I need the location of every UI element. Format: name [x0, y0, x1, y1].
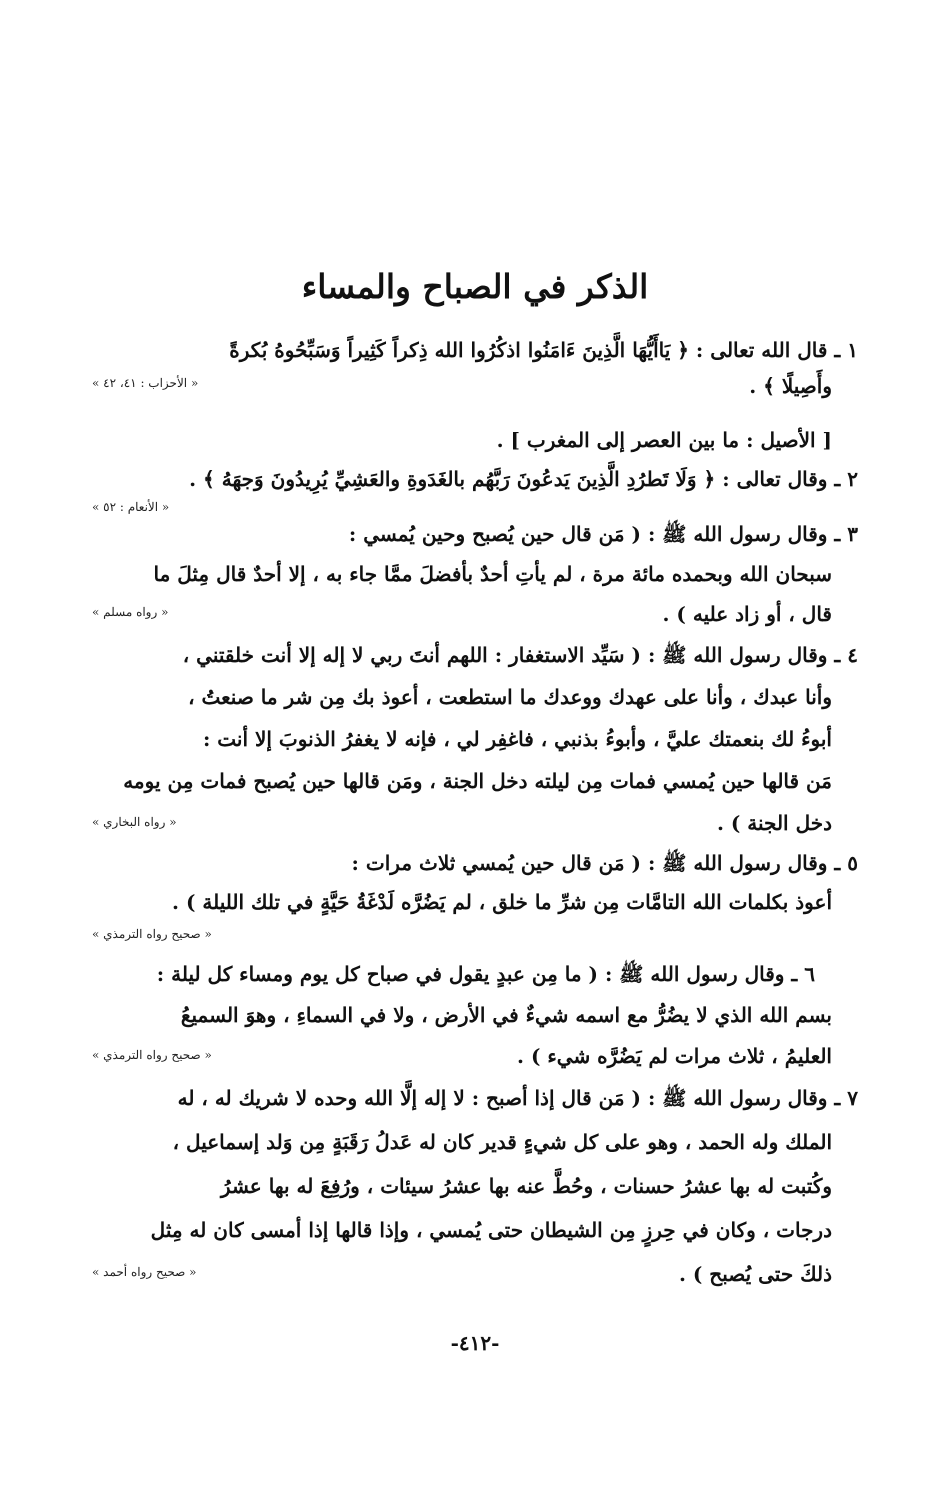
page-title: الذكر في الصباح والمساء — [301, 267, 649, 306]
text-line: وكُتبت له بها عشرُ حسنات ، وحُطَّ عنه بها عشرُ سيئات ، ورُفِعَ له بها عشرُ — [220, 1174, 832, 1198]
text-line: سبحان الله وبحمده مائة مرة ، لم يأتِ أحدٌ بأفضلَ ممَّا جاء به ، إلا أحدٌ قال مِثلَ ما — [153, 562, 832, 586]
text-line: ٤ ـ وقال رسول الله ﷺ : ( سَيِّد الاستغفار : اللهم أنتَ ربي لا إله إلا أنت خلقتني ، — [182, 643, 858, 667]
text-line: مَن قالها حين يُمسي فمات مِن ليلته دخل الجنة ، ومَن قالها حين يُصبح فمات مِن يومه — [123, 769, 832, 793]
text-line: درجات ، وكان في حِرزٍ مِن الشيطان حتى يُمسي ، وإذا قالها إذا أمسى كان له مِثل — [150, 1218, 832, 1242]
text-line: ٥ ـ وقال رسول الله ﷺ : ( مَن قال حين يُمسي ثلاث مرات : — [351, 851, 858, 875]
source-reference: « صحيح رواه الترمذي » — [92, 927, 212, 941]
source-reference: « صحيح رواه الترمذي » — [92, 1048, 212, 1062]
text-line: الملك وله الحمد ، وهو على كل شيءٍ قدير كان له عَدلُ رَقَبَةٍ مِن وَلد إسماعيل ، — [172, 1130, 832, 1154]
text-line: العليمُ ، ثلاث مرات لم يَضُرَّه شيء ) . — [517, 1044, 832, 1068]
source-reference: « صحيح رواه أحمد » — [92, 1265, 197, 1279]
source-reference: « الأحزاب : ٤١، ٤٢ » — [92, 376, 199, 390]
text-line: أبوءُ لك بنعمتك عليَّ ، وأبوءُ بذنبي ، فاغفِر لي ، فإنه لا يغفرُ الذنوبَ إلا أنت : — [202, 727, 832, 751]
text-line: دخل الجنة ) . — [716, 811, 832, 835]
text-line: وأنا عبدك ، وأنا على عهدك ووعدك ما استطعت ، أعوذ بك مِن شر ما صنعتُ ، — [188, 685, 832, 709]
text-line: [ الأصيل : ما بين العصر إلى المغرب ] . — [496, 428, 832, 452]
source-reference: « الأنعام : ٥٢ » — [92, 500, 170, 514]
text-line: ١ ـ قال الله تعالى : ﴿ يَاأَيُّهَا الَّذِينَ ءَامَنُوا اذكُرُوا الله ذِكراً كَثِيراً وَسَبِّحُوهُ بُكرةً — [229, 338, 858, 362]
text-line: أعوذ بكلمات الله التامَّات مِن شرِّ ما خلق ، لم يَضُرَّه لَدْغَةُ حَيَّةٍ في تلك الليلة ) . — [172, 890, 832, 914]
text-line: ٧ ـ وقال رسول الله ﷺ : ( مَن قال إذا أصبح : لا إله إلَّا الله وحده لا شريك له ، له — [177, 1086, 858, 1110]
text-line: بسم الله الذي لا يضُرُّ مع اسمه شيءٌ في الأرض ، ولا في السماءِ ، وهوَ السميعُ — [180, 1003, 832, 1027]
text-line: ذلكَ حتى يُصبح ) . — [678, 1262, 832, 1286]
text-line: قال ، أو زاد عليه ) . — [662, 602, 832, 626]
source-reference: « رواه البخاري » — [92, 815, 177, 829]
text-line: ٢ ـ وقال تعالى : ﴿ وَلَا تَطرُدِ الَّذِينَ يَدعُونَ رَبَّهُم بالغَدَوةِ والعَشِيِّ يُرِيدُونَ وَجهَهُ ﴾ . — [189, 467, 858, 491]
source-reference: « رواه مسلم » — [92, 605, 169, 619]
text-line: ٦ ـ وقال رسول الله ﷺ : ( ما مِن عبدٍ يقول في صباح كل يوم ومساء كل ليلة : — [156, 962, 815, 986]
text-line: ٣ ـ وقال رسول الله ﷺ : ( مَن قال حين يُصبح وحين يُمسي : — [348, 522, 858, 546]
page-number: -٤١٢- — [450, 1331, 500, 1355]
text-line: وأَصِيلًا ﴾ . — [749, 374, 832, 398]
